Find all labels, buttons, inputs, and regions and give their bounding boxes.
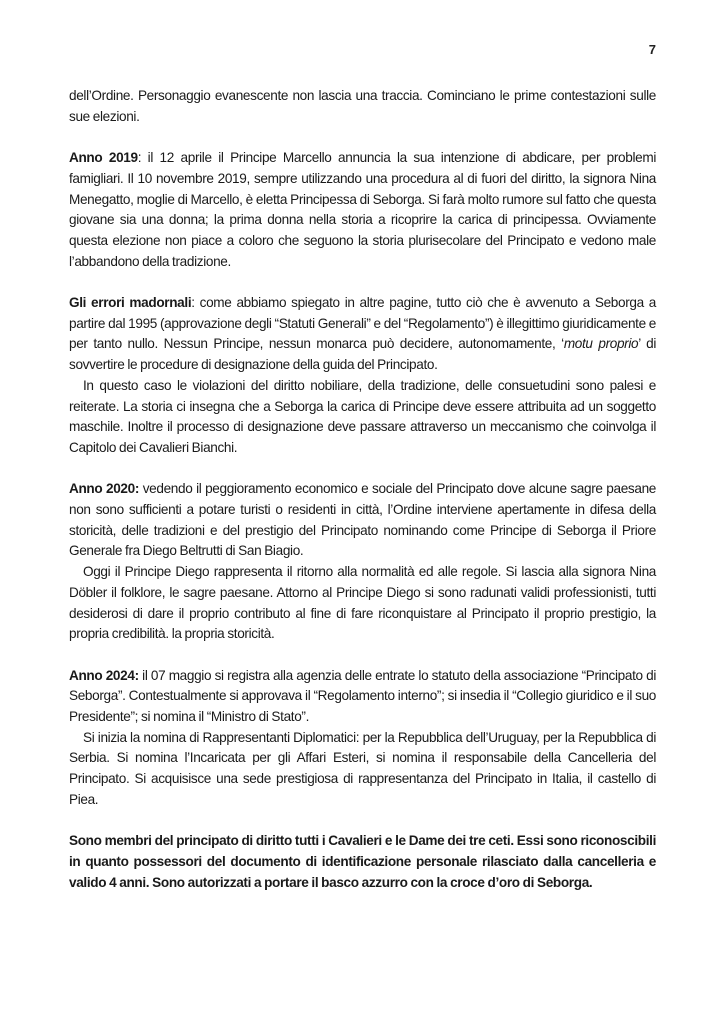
paragraph-gap — [69, 645, 656, 666]
document-body — [69, 86, 656, 893]
year-2019-text: : il 12 aprile il Principe Marcello annuncia la sua intenzione di abdicare, per problemi famigliari. Il 10 novembre 2019, sempre utilizzando una procedura al di fuori del diritto, la signora Nina Menegatto, moglie di Marcello, è eletta Principessa di Seborga. Si farà molto rumore sul fatto che questa giovane sia una donna; la prima donna nella storia a ricoprire la carica di principessa. Ovviamente questa elezione non piace a coloro che seguono la storia plurisecolare del Principato e vedono male l’abbandono della tradizione. — [69, 150, 656, 269]
errors-heading: Gli errori madornali — [69, 295, 192, 310]
year-2020-para2-text: Oggi il Principe Diego rappresenta il ritorno alla normalità ed alle regole. Si lascia alla signora Nina Döbler il folklore, le sagre paesane. Attorno al Principe Diego si sono radunati validi professionisti, tutti desiderosi di dare il proprio contributo al fine di fare riconquistare al Principato il proprio prestigio, la propria credibilità. la propria storicità. — [69, 564, 656, 642]
year-2019-paragraph — [69, 148, 656, 272]
intro-text: dell’Ordine. Personaggio evanescente non lascia una traccia. Cominciano le prime contestazioni sulle sue elezioni. — [69, 88, 656, 124]
paragraph-gap — [69, 272, 656, 293]
errors-para2-text: In questo caso le violazioni del diritto nobiliare, della tradizione, delle consuetudini sono palesi e reiterate. La storia ci insegna che a Seborga la carica di Principe deve essere attribuita ad un soggetto maschile. Inoltre il processo di designazione deve passare attraverso un meccanismo che coinvolga il Capitolo dei Cavalieri Bianchi. — [69, 377, 656, 455]
year-2024-text: il 07 maggio si registra alla agenzia delle entrate lo statuto della associazione “Principato di Seborga”. Contestualmente si approvava il “Regolamento interno”; si insedia il “Collegio giuridico e il suo Presidente”; si nomina il “Ministro di Stato”. — [69, 667, 656, 725]
year-2024-para2-text: Si inizia la nomina di Rappresentanti Diplomatici: per la Repubblica dell’Uruguay, per la Repubblica di Serbia. Si nomina l’Incaricata per gli Affari Esteri, si nomina il responsabile della Cancelleria del Principato. Si acquisisce una sede prestigiosa di rappresentanza del Principato in Italia, il castello di Piea. — [69, 729, 656, 807]
closing-paragraph — [69, 831, 656, 893]
year-2024-paragraph — [69, 666, 656, 728]
errors-text-before: : come abbiamo spiegato in altre pagine, tutto ciò che è avvenuto a Seborga a partire dal 1995 (approvazione degli “Statuti Generali” e del “Regolamento”) è illegittimo giuridicamente e per tanto nullo. Nessun Principe, nessun monarca può decidere, autonomamente, ‘ — [69, 295, 656, 352]
paragraph-gap — [69, 459, 656, 480]
errors-italic-phrase: motu proprio — [563, 336, 639, 352]
year-2020-heading: Anno 2020: — [69, 481, 140, 497]
errors-paragraph-2 — [69, 376, 656, 459]
year-2020-text: vedendo il peggioramento economico e sociale del Principato dove alcune sagre paesane non sono sufficienti a potare turisti o residenti in città, l’Ordine interviene apertamente in difesa della storicità, delle tradizioni e del prestigio del Principato nominando come Principe di Seborga il Priore Generale fra Diego Beltrutti di San Biagio. — [69, 481, 656, 559]
errors-text-after: ’ di sovvertire le procedure di designazione della guida del Principato. — [69, 336, 657, 373]
year-2020-paragraph-2 — [69, 562, 656, 645]
paragraph-gap — [69, 811, 656, 832]
errors-paragraph — [69, 293, 656, 376]
year-2024-heading: Anno 2024: — [69, 667, 139, 683]
year-2024-paragraph-2 — [69, 728, 656, 811]
closing-text: Sono membri del principato di diritto tutti i Cavalieri e le Dame dei tre ceti. Essi sono riconoscibili in quanto possessori del documento di identificazione personale rilasciato dalla cancelleria e valido 4 anni. Sono autorizzati a portare il basco azzurro con la croce d’oro di Seborga. — [69, 833, 656, 890]
intro-paragraph — [69, 86, 656, 127]
year-2020-paragraph — [69, 479, 656, 562]
year-2019-heading: Anno 2019 — [69, 150, 138, 166]
paragraph-gap — [69, 127, 656, 148]
page-number: 7 — [648, 42, 656, 57]
